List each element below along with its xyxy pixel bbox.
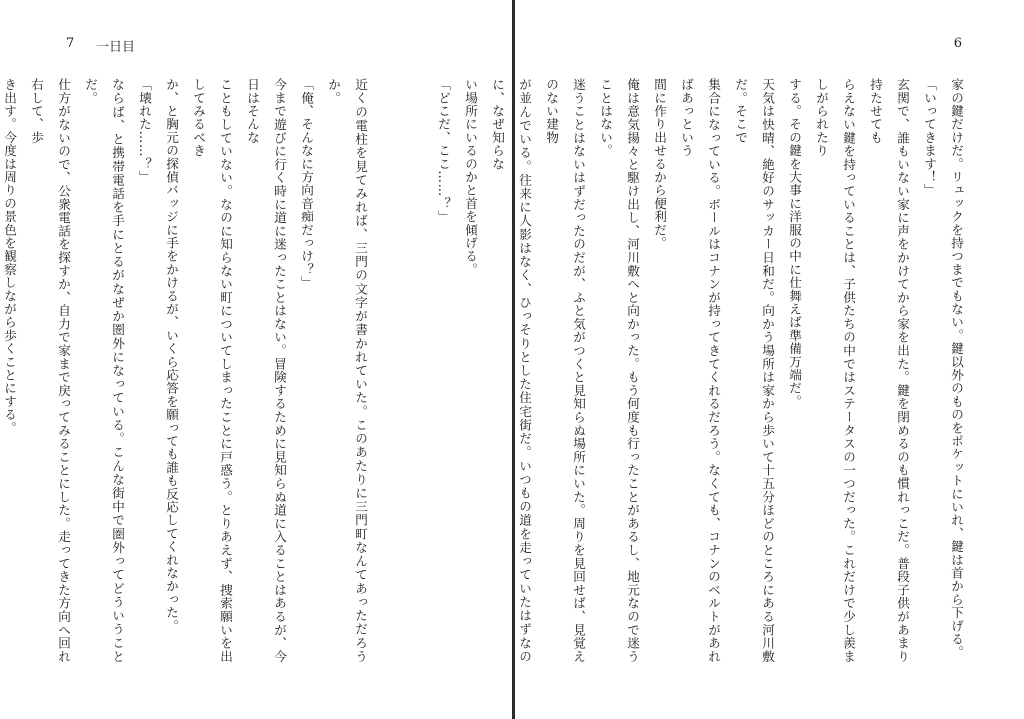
body-line: 「壊れた……？」 [137, 78, 152, 184]
body-line: 「どこだ、ここ……？」 [436, 78, 451, 224]
left-page-body [2, 78, 374, 663]
body-line: 迷うことはないはずだったのだが、ふと気がつくと見知らぬ場所にいた。周りを見回せば、見覚えのない建物 [544, 78, 586, 663]
body-line: き出す。今度は周りの景色を観察しながら歩くことにする。 [2, 78, 17, 435]
running-head: 一日目 [96, 40, 136, 55]
right-page-body [436, 78, 970, 663]
body-line: 天気は快晴、絶好のサッカー日和だ。向かう場所は家から歩いて十五分ほどのところにある河川敷だ。そこで [733, 78, 775, 663]
body-line: 集合になっている。ボールはコナンが持ってきてくれるだろう。なくても、コナンのベルトがあればあっという [679, 78, 721, 663]
page-number-left: 7 [66, 36, 75, 51]
body-line: 家の鍵だけだ。リュックを持つまでもない。鍵以外のものをポケットにいれ、鍵は首から下げる。 [949, 78, 964, 659]
body-line: 近くの電柱を見てみれば、三門の文字が書かれていた。このあたりに三門町なんてあっただろうか。 [326, 78, 368, 663]
body-line: か、と胸元の探偵バッジに手をかけるが、いくら応答を願っても誰も反応してくれなかった。 [164, 78, 179, 633]
body-line: する。その鍵を大事に洋服の中に仕舞えば準備万端だ。 [787, 78, 802, 408]
body-line: ならば、と携帯電話を手にとるがなぜか圏外になっている。こんな街中で圏外ってどういうことだ。 [83, 78, 125, 663]
body-line: 俺は意気揚々と駆け出し、河川敷へと向かった。もう何度も行ったことがあるし、地元なので迷うことはない。 [598, 78, 640, 663]
body-line: 玄関で、誰もいない家に声をかけてから家を出た。鍵を閉めるのも慣れっこだ。普段子供があまり持たせても [868, 78, 910, 663]
body-line: 「いってきます！」 [922, 78, 937, 197]
body-line: らえない鍵を持っていることは、子供たちの中ではステータスの一つだった。これだけで少し羨ましがられたり [814, 78, 856, 663]
body-line: い場所にいるのかと首を傾げる。 [463, 78, 478, 276]
body-line: 今まで遊びに行く時に道に迷ったことはない。冒険するために見知らぬ道に入ることはあるが、今日はそんな [245, 78, 287, 663]
body-line: が並んでいる。往来に人影はなく、ひっそりとした住宅街だ。いつもの道を走っていたはずなのに、なぜ知らな [490, 78, 532, 663]
body-line: 「俺、そんなに方向音痴だっけ？」 [299, 78, 314, 290]
body-line: こともしていない。なのに知らない町についてしまったことに戸惑う。とりあえず、捜索願いを出してみるべき [191, 78, 233, 663]
body-line: 仕方がないので、公衆電話を探すか、自力で家まで戻ってみることにした。走ってきた方向へ回れ右して、歩 [29, 78, 71, 663]
page-number-right: 6 [953, 36, 962, 51]
body-line: 間に作り出せるから便利だ。 [652, 78, 667, 250]
